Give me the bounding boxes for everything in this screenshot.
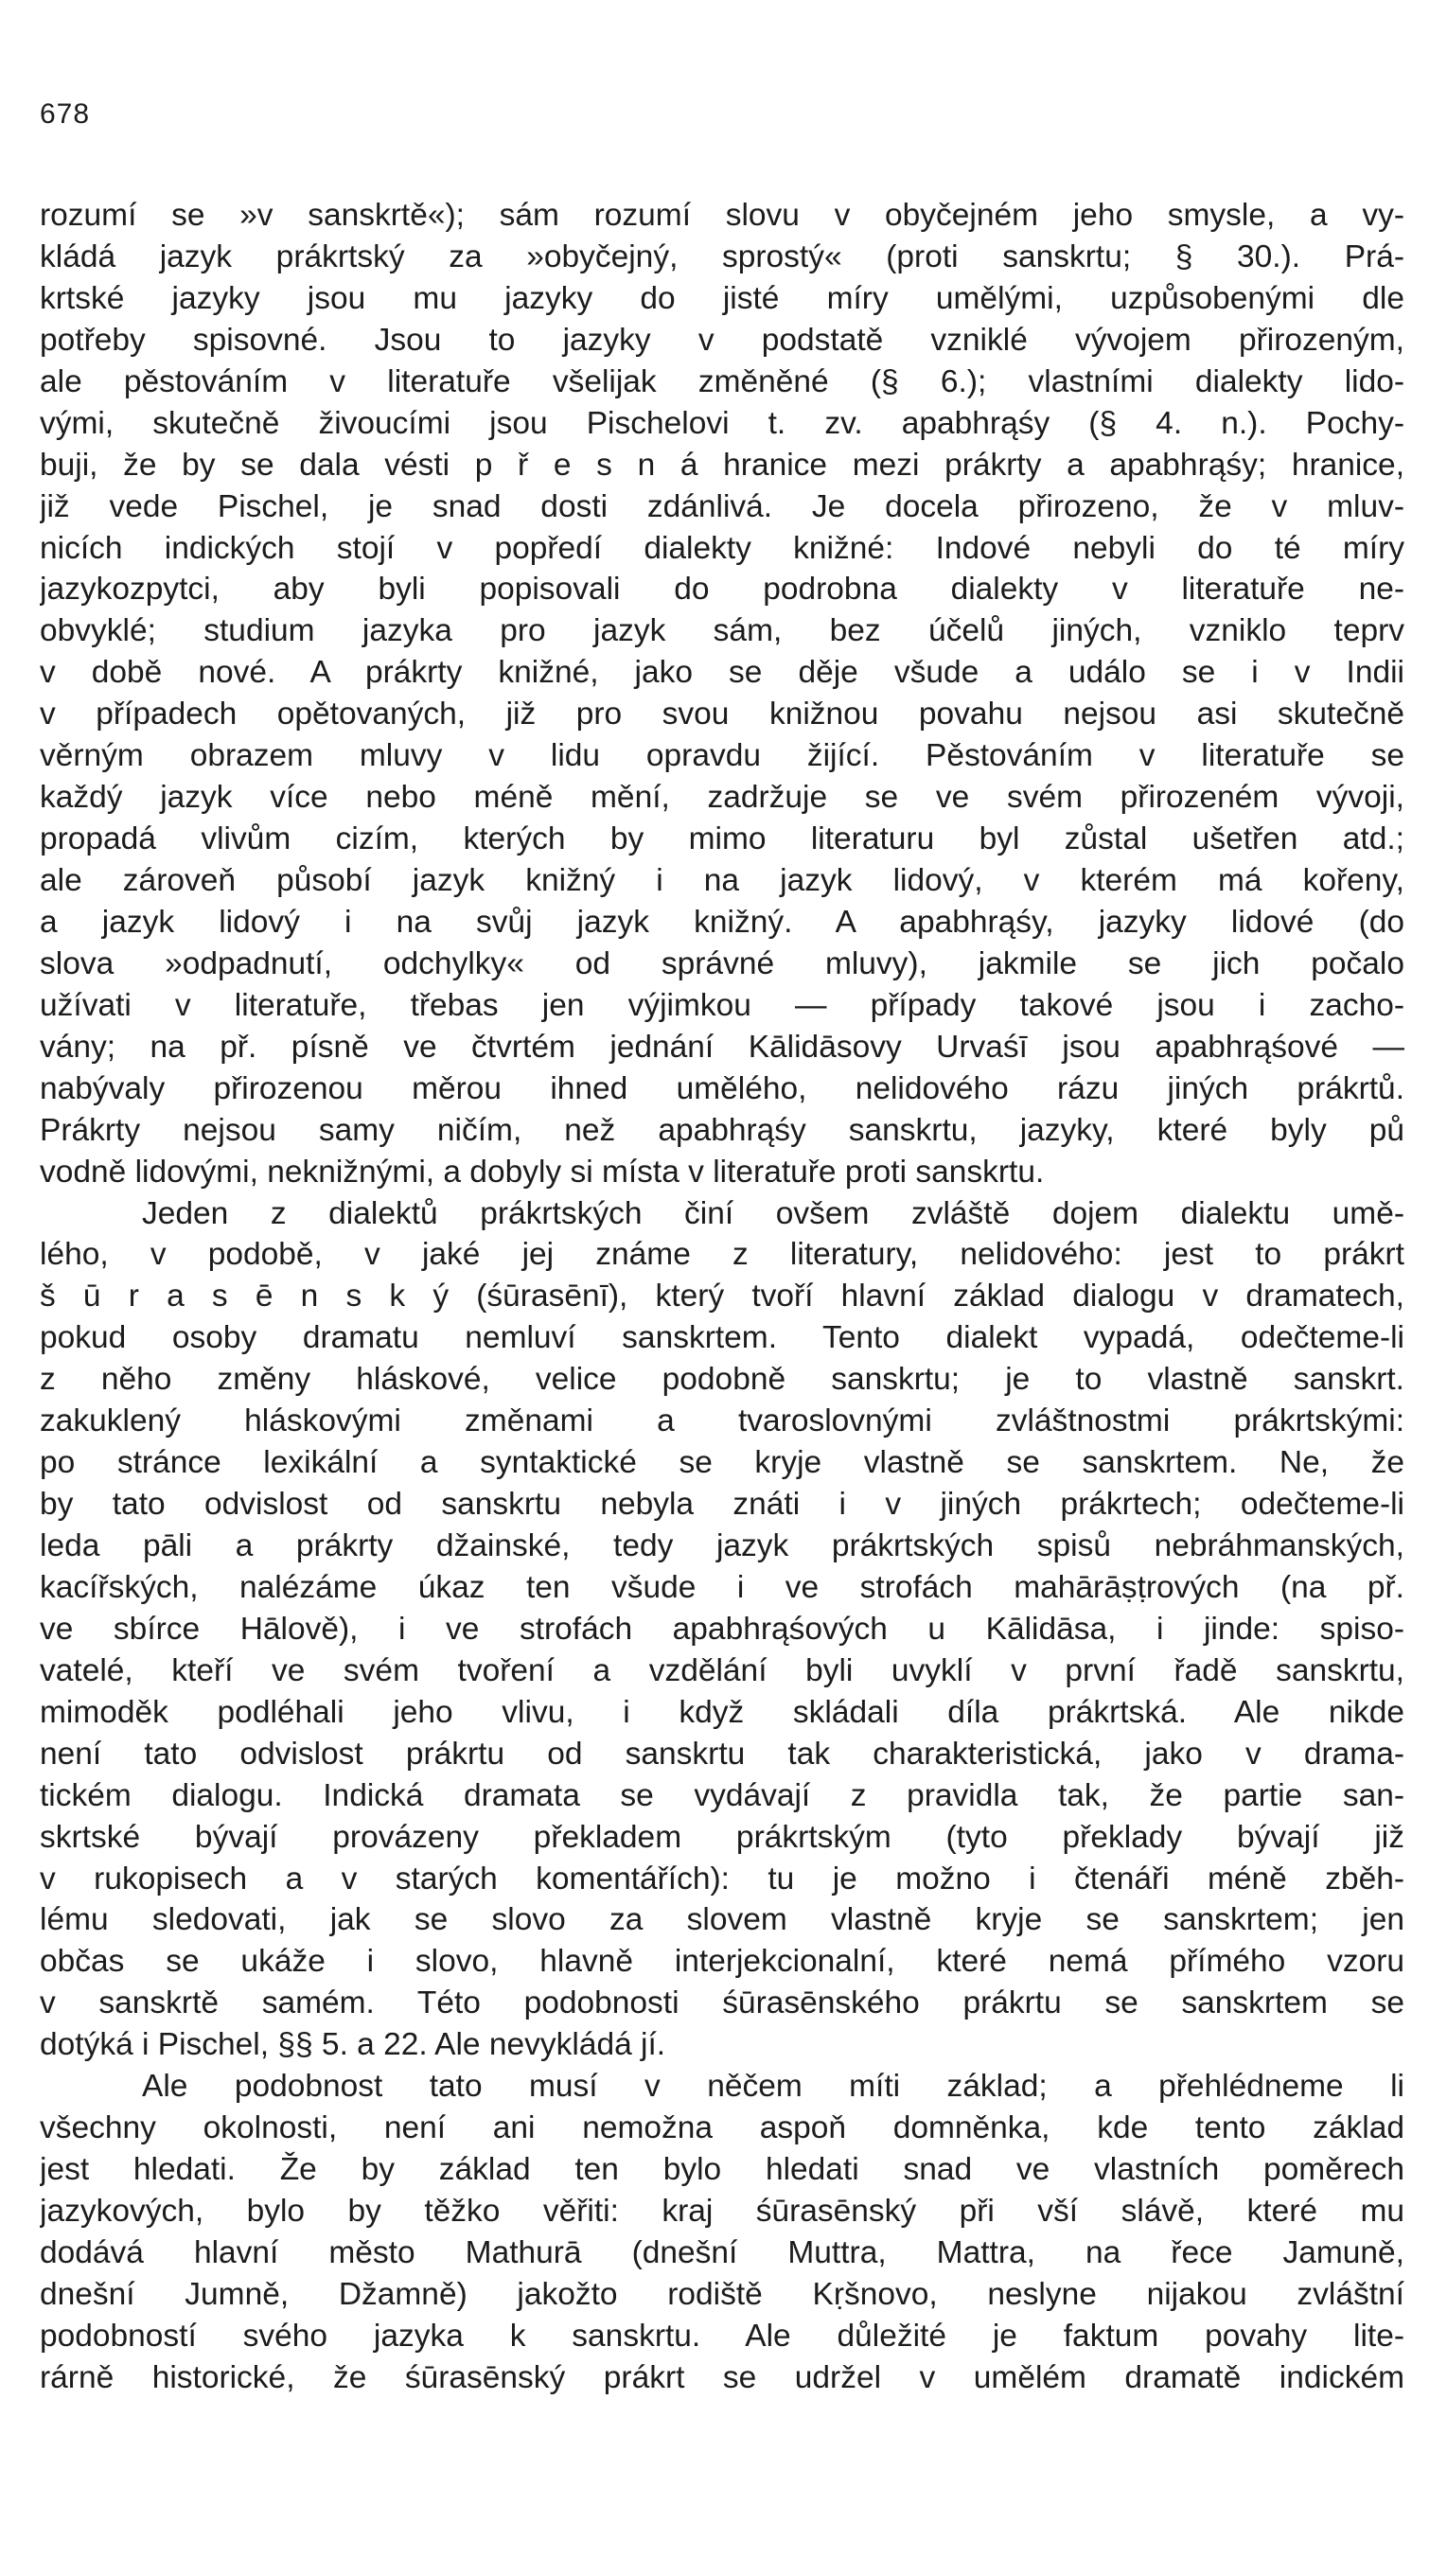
text-line: dotýká i Pischel, §§ 5. a 22. Ale nevykládá jí. xyxy=(40,2027,666,2063)
text-line: lého, v podobě, v jaké jej známe z literatury, nelidového: jest to prákrt xyxy=(40,1237,1404,1273)
text-line: vodně lidovými, neknižnými, a dobyly si místa v literatuře proti sanskrtu. xyxy=(40,1154,1045,1190)
text-line: kládá jazyk prákrtský za »obyčejný, sprostý« (proti sanskrtu; § 30.). Prá- xyxy=(40,238,1404,274)
text-line: z něho změny hláskové, velice podobně sanskrtu; je to vlastně sanskrt. xyxy=(40,1362,1404,1398)
text-line: propadá vlivům cizím, kterých by mimo literaturu byl zůstal ušetřen atd.; xyxy=(40,821,1404,857)
text-line: a jazyk lidový i na svůj jazyk knižný. A apabhrąśy, jazyky lidové (do xyxy=(40,904,1404,940)
text-line: Prákrty nejsou samy ničím, než apabhrąśy sanskrtu, jazyky, které byly pů xyxy=(40,1112,1404,1148)
text-line: kacířských, nalézáme úkaz ten všude i ve strofách mahārāṣṭrových (na př. xyxy=(40,1569,1404,1605)
text-line: skrtské bývají provázeny překladem prákrtským (tyto překlady bývají již xyxy=(40,1819,1404,1855)
text-line: občas se ukáže i slovo, hlavně interjekcionalní, které nemá přímého vzoru xyxy=(40,1944,1404,1980)
text-line: slova »odpadnutí, odchylky« od správné mluvy), jakmile se jich počalo xyxy=(40,945,1404,981)
text-line: zakuklený hláskovými změnami a tvaroslovnými zvláštnostmi prákrtskými: xyxy=(40,1403,1404,1439)
text-line: mimoděk podléhali jeho vlivu, i když skládali díla prákrtská. Ale nikde xyxy=(40,1694,1404,1730)
text-line: v případech opětovaných, již pro svou knižnou povahu nejsou asi skutečně xyxy=(40,697,1404,732)
text-line: obvyklé; studium jazyka pro jazyk sám, bez účelů jiných, vzniklo teprv xyxy=(40,613,1404,649)
text-line: by tato odvislost od sanskrtu nebyla znáti i v jiných prákrtech; odečteme-li xyxy=(40,1487,1404,1523)
text-line: vými, skutečně živoucími jsou Pischelovi t. zv. apabhrąśy (§ 4. n.). Pochy- xyxy=(40,405,1404,441)
text-line: pokud osoby dramatu nemluví sanskrtem. Tento dialekt vypadá, odečteme-li xyxy=(40,1320,1404,1356)
text-line: vány; na př. písně ve čtvrtém jednání Kālidāsovy Urvaśī jsou apabhrąśové — xyxy=(40,1029,1404,1065)
body-text xyxy=(40,195,1404,2399)
text-line: rárně historické, že śūrasēnský prákrt se udržel v umělém dramatě indickém xyxy=(40,2359,1404,2395)
text-line: jazykozpytci, aby byli popisovali do podrobna dialekty v literatuře ne- xyxy=(40,572,1404,608)
text-line: každý jazyk více nebo méně mění, zadržuje se ve svém přirozeném vývoji, xyxy=(40,780,1404,816)
text-line: všechny okolnosti, není ani nemožna aspoň domněnka, kde tento základ xyxy=(40,2110,1404,2146)
text-line: vatelé, kteří ve svém tvoření a vzdělání byli uvyklí v první řadě sanskrtu, xyxy=(40,1652,1404,1688)
text-line: Jeden z dialektů prákrtských činí ovšem zvláště dojem dialektu umě- xyxy=(142,1195,1404,1231)
text-line: nicích indických stojí v popředí dialekty knižné: Indové nebyli do té míry xyxy=(40,530,1404,566)
text-line: buji, že by se dala vésti p ř e s n á hranice mezi prákrty a apabhrąśy; hranice, xyxy=(40,447,1404,483)
text-line: již vede Pischel, je snad dosti zdánlivá. Je docela přirozeno, že v mluv- xyxy=(40,488,1404,524)
text-line: není tato odvislost prákrtu od sanskrtu tak charakteristická, jako v drama- xyxy=(40,1736,1404,1772)
text-line: Ale podobnost tato musí v něčem míti základ; a přehlédneme li xyxy=(142,2069,1404,2105)
text-line: ale zároveň působí jazyk knižný i na jazyk lidový, v kterém má kořeny, xyxy=(40,863,1404,898)
text-line: ale pěstováním v literatuře všelijak změněné (§ 6.); vlastními dialekty lido- xyxy=(40,363,1404,399)
text-line: v rukopisech a v starých komentářích): tu je možno i čtenáři méně zběh- xyxy=(40,1861,1404,1897)
text-line: jest hledati. Že by základ ten bylo hledati snad ve vlastních poměrech xyxy=(40,2152,1404,2188)
text-line: jazykových, bylo by těžko věřiti: kraj śūrasēnský při vší slávě, které mu xyxy=(40,2194,1404,2229)
text-line: krtské jazyky jsou mu jazyky do jisté míry umělými, uzpůsobenými dle xyxy=(40,280,1404,316)
text-line: potřeby spisovné. Jsou to jazyky v podstatě vzniklé vývojem přirozeným, xyxy=(40,322,1404,358)
text-line: leda pāli a prákrty džainské, tedy jazyk prákrtských spisů nebráhmanských, xyxy=(40,1528,1404,1563)
text-line: š ū r a s ē n s k ý (śūrasēnī), který tvoří hlavní základ dialogu v dramatech, xyxy=(40,1279,1404,1314)
text-line: v sanskrtě samém. Této podobnosti śūrasēnského prákrtu se sanskrtem se xyxy=(40,1985,1404,2021)
page-number: 678 xyxy=(40,98,91,130)
text-line: rozumí se »v sanskrtě«); sám rozumí slovu v obyčejném jeho smysle, a vy- xyxy=(40,198,1404,233)
text-line: po stránce lexikální a syntaktické se kryje vlastně se sanskrtem. Ne, že xyxy=(40,1445,1404,1481)
text-line: nabývaly přirozenou měrou ihned umělého, nelidového rázu jiných prákrtů. xyxy=(40,1070,1404,1106)
text-line: užívati v literatuře, třebas jen výjimkou — případy takové jsou i zacho- xyxy=(40,987,1404,1023)
text-line: ve sbírce Hālově), i ve strofách apabhrąśových u Kālidāsa, i jinde: spiso- xyxy=(40,1611,1404,1647)
text-line: dnešní Jumně, Džamně) jakožto rodiště Kṛšnovo, neslyne nijakou zvláštní xyxy=(40,2276,1404,2312)
text-line: podobností svého jazyka k sanskrtu. Ale důležité je faktum povahy lite- xyxy=(40,2318,1404,2354)
text-line: tickém dialogu. Indická dramata se vydávají z pravidla tak, že partie san- xyxy=(40,1777,1404,1813)
text-line: v době nové. A prákrty knižné, jako se děje všude a událo se i v Indii xyxy=(40,655,1404,691)
text-line: lému sledovati, jak se slovo za slovem vlastně kryje se sanskrtem; jen xyxy=(40,1902,1404,1938)
text-line: věrným obrazem mluvy v lidu opravdu žijící. Pěstováním v literatuře se xyxy=(40,738,1404,774)
text-line: dodává hlavní město Mathurā (dnešní Muttra, Mattra, na řece Jamuně, xyxy=(40,2234,1404,2270)
